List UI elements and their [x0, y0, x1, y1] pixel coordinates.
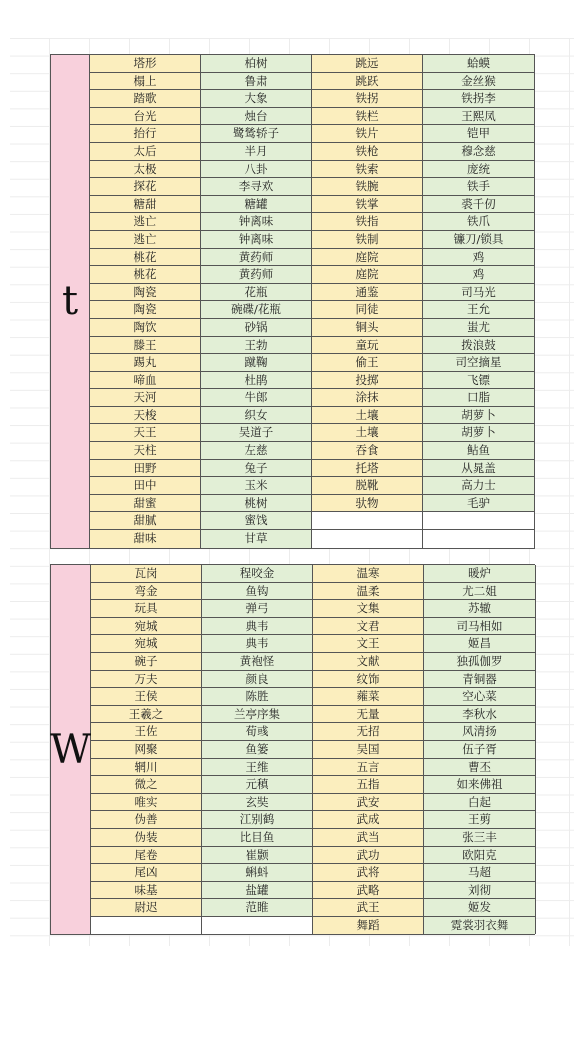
table-cell[interactable]: 瓦岗 [91, 565, 202, 583]
table-row [90, 73, 535, 91]
table-cell[interactable]: 高力士 [423, 477, 535, 495]
table-cell[interactable]: 天柱 [90, 442, 201, 460]
table-cell[interactable]: 司马相如 [424, 618, 536, 636]
table-cell[interactable]: 元稹 [202, 776, 313, 794]
section-letter-t: t [51, 55, 90, 548]
table-cell[interactable]: 钟离味 [201, 213, 312, 231]
table-cell[interactable]: 童玩 [312, 337, 423, 355]
table-cell[interactable]: 兰亭序集 [202, 706, 313, 724]
table-cell[interactable]: 王剪 [424, 811, 536, 829]
section-w [50, 564, 535, 935]
table-cell[interactable]: 鲁肃 [201, 73, 312, 91]
table-cell[interactable]: 跳远 [312, 55, 423, 73]
table-row [91, 741, 536, 759]
table-row [91, 706, 536, 724]
table-cell[interactable]: 铁爪 [423, 213, 535, 231]
table-cell[interactable] [202, 917, 313, 935]
section-letter-w: W [51, 565, 91, 934]
table-cell[interactable]: 文献 [313, 653, 424, 671]
table-cell[interactable]: 伪装 [91, 829, 202, 847]
table-row [91, 776, 536, 794]
table-cell[interactable]: 鱼钩 [202, 583, 313, 601]
table-cell[interactable]: 伪善 [91, 811, 202, 829]
table-cell[interactable]: 盐罐 [202, 882, 313, 900]
table-cell[interactable]: 桃树 [201, 495, 312, 513]
table-cell[interactable]: 武安 [313, 794, 424, 812]
table-row [91, 917, 536, 935]
table-cell[interactable]: 苏辙 [424, 600, 536, 618]
table-cell[interactable]: 庭院 [312, 266, 423, 284]
table-cell[interactable]: 铁指 [312, 213, 423, 231]
table-cell[interactable]: 欧阳克 [424, 847, 536, 865]
table-cell[interactable]: 唯实 [91, 794, 202, 812]
table-row [90, 477, 535, 495]
table-row [91, 864, 536, 882]
table-cell[interactable]: 网聚 [91, 741, 202, 759]
table-row [90, 389, 535, 407]
table-cell[interactable]: 牛郎 [201, 389, 312, 407]
word-table-t [90, 55, 535, 548]
table-cell[interactable]: 无量 [313, 706, 424, 724]
table-cell[interactable]: 吴道子 [201, 424, 312, 442]
table-cell[interactable]: 吞食 [312, 442, 423, 460]
table-cell[interactable]: 弯金 [91, 583, 202, 601]
table-cell[interactable]: 天梭 [90, 407, 201, 425]
table-cell[interactable] [423, 512, 535, 530]
table-cell[interactable]: 蚩尤 [423, 319, 535, 337]
table-row [91, 671, 536, 689]
table-row [90, 424, 535, 442]
table-cell[interactable]: 吴国 [313, 741, 424, 759]
table-cell[interactable] [423, 530, 535, 548]
table-cell[interactable]: 铁枪 [312, 143, 423, 161]
table-cell[interactable]: 半月 [201, 143, 312, 161]
table-row [90, 301, 535, 319]
table-cell[interactable]: 弹弓 [202, 600, 313, 618]
table-cell[interactable]: 五指 [313, 776, 424, 794]
table-cell[interactable]: 偷王 [312, 354, 423, 372]
table-cell[interactable]: 甘草 [201, 530, 312, 548]
table-cell[interactable]: 武王 [313, 899, 424, 917]
table-row [90, 266, 535, 284]
table-row [91, 583, 536, 601]
table-cell[interactable]: 典韦 [202, 618, 313, 636]
table-cell[interactable]: 武成 [313, 811, 424, 829]
table-cell[interactable]: 桃花 [90, 249, 201, 267]
table-cell[interactable]: 脱靴 [312, 477, 423, 495]
table-cell[interactable]: 风清扬 [424, 723, 536, 741]
table-cell[interactable]: 玩具 [91, 600, 202, 618]
table-cell[interactable]: 王佐 [91, 723, 202, 741]
table-row [90, 530, 535, 548]
table-cell[interactable]: 钟离味 [201, 231, 312, 249]
table-cell[interactable]: 庭院 [312, 249, 423, 267]
table-cell[interactable]: 田野 [90, 460, 201, 478]
table-row [91, 618, 536, 636]
table-cell[interactable]: 碗子 [91, 653, 202, 671]
table-cell[interactable]: 柏树 [201, 55, 312, 73]
table-cell[interactable]: 逃亡 [90, 231, 201, 249]
table-cell[interactable]: 飞镖 [423, 372, 535, 390]
table-cell[interactable]: 司马光 [423, 284, 535, 302]
table-cell[interactable]: 庞统 [423, 161, 535, 179]
table-cell[interactable]: 典韦 [202, 635, 313, 653]
table-cell[interactable]: 穆念慈 [423, 143, 535, 161]
table-cell[interactable]: 托塔 [312, 460, 423, 478]
table-cell[interactable]: 兔子 [201, 460, 312, 478]
table-cell[interactable]: 五言 [313, 759, 424, 777]
table-cell[interactable]: 王侯 [91, 688, 202, 706]
table-cell[interactable]: 口脂 [423, 389, 535, 407]
table-cell[interactable]: 铁拐李 [423, 90, 535, 108]
table-cell[interactable]: 蝌蚪 [202, 864, 313, 882]
table-cell[interactable]: 跳跃 [312, 73, 423, 91]
table-cell[interactable]: 镰刀/锁具 [423, 231, 535, 249]
table-row [90, 512, 535, 530]
table-cell[interactable]: 司空摘星 [423, 354, 535, 372]
table-cell[interactable]: 黄药师 [201, 249, 312, 267]
table-cell[interactable]: 马超 [424, 864, 536, 882]
table-cell[interactable]: 桃花 [90, 266, 201, 284]
table-row [90, 354, 535, 372]
table-cell[interactable]: 铁栏 [312, 108, 423, 126]
table-cell[interactable]: 驮物 [312, 495, 423, 513]
table-row [91, 794, 536, 812]
table-cell[interactable]: 白起 [424, 794, 536, 812]
table-cell[interactable]: 王允 [423, 301, 535, 319]
table-cell[interactable]: 武功 [313, 847, 424, 865]
table-cell[interactable]: 太后 [90, 143, 201, 161]
table-cell[interactable]: 啼血 [90, 372, 201, 390]
table-cell[interactable]: 大象 [201, 90, 312, 108]
table-cell[interactable]: 王羲之 [91, 706, 202, 724]
table-cell[interactable]: 江别鹤 [202, 811, 313, 829]
table-cell[interactable]: 王维 [202, 759, 313, 777]
table-cell[interactable]: 毛驴 [423, 495, 535, 513]
table-cell[interactable]: 荀彧 [202, 723, 313, 741]
table-row [90, 442, 535, 460]
table-row [90, 249, 535, 267]
table-cell[interactable]: 胡萝卜 [423, 424, 535, 442]
table-row [91, 723, 536, 741]
table-row [91, 600, 536, 618]
table-cell[interactable]: 无招 [313, 723, 424, 741]
table-cell[interactable]: 鹭鸶轿子 [201, 125, 312, 143]
table-row [90, 125, 535, 143]
table-row [91, 565, 536, 583]
table-cell[interactable]: 霓裳羽衣舞 [424, 917, 536, 935]
table-row [90, 143, 535, 161]
table-row [90, 319, 535, 337]
table-cell[interactable]: 踢丸 [90, 354, 201, 372]
table-cell[interactable]: 织女 [201, 407, 312, 425]
table-cell[interactable]: 蕹菜 [313, 688, 424, 706]
table-cell[interactable]: 姬发 [424, 899, 536, 917]
table-cell[interactable]: 铁腕 [312, 178, 423, 196]
table-cell[interactable]: 纹饰 [313, 671, 424, 689]
table-cell[interactable]: 黄袍怪 [202, 653, 313, 671]
table-cell[interactable]: 黄药师 [201, 266, 312, 284]
table-cell[interactable]: 通鉴 [312, 284, 423, 302]
table-row [90, 90, 535, 108]
table-cell[interactable]: 抬行 [90, 125, 201, 143]
table-cell[interactable]: 王熙凤 [423, 108, 535, 126]
table-cell[interactable]: 宛城 [91, 618, 202, 636]
table-cell[interactable]: 如来佛祖 [424, 776, 536, 794]
table-cell[interactable]: 万夫 [91, 671, 202, 689]
table-cell[interactable]: 王勃 [201, 337, 312, 355]
table-cell[interactable]: 武当 [313, 829, 424, 847]
table-cell[interactable] [312, 530, 423, 548]
table-cell[interactable]: 天王 [90, 424, 201, 442]
table-cell[interactable]: 文王 [313, 635, 424, 653]
table-cell[interactable]: 田中 [90, 477, 201, 495]
table-cell[interactable]: 花瓶 [201, 284, 312, 302]
table-cell[interactable]: 宛城 [91, 635, 202, 653]
table-cell[interactable]: 李秋水 [424, 706, 536, 724]
table-cell[interactable]: 陶瓷 [90, 284, 201, 302]
table-cell[interactable] [312, 512, 423, 530]
table-cell[interactable]: 甜腻 [90, 512, 201, 530]
table-cell[interactable]: 太极 [90, 161, 201, 179]
table-cell[interactable]: 颜良 [202, 671, 313, 689]
section-t [50, 54, 535, 549]
table-cell[interactable]: 铁索 [312, 161, 423, 179]
table-cell[interactable]: 玄奘 [202, 794, 313, 812]
table-cell[interactable]: 鲇鱼 [423, 442, 535, 460]
table-cell[interactable]: 八卦 [201, 161, 312, 179]
table-row [90, 460, 535, 478]
table-cell[interactable]: 拨浪鼓 [423, 337, 535, 355]
table-row [91, 635, 536, 653]
table-cell[interactable]: 青铜器 [424, 671, 536, 689]
table-cell[interactable]: 金丝猴 [423, 73, 535, 91]
table-cell[interactable]: 蹴鞠 [201, 354, 312, 372]
table-cell[interactable]: 陶瓷 [90, 301, 201, 319]
table-cell[interactable]: 裘千仞 [423, 196, 535, 214]
table-cell[interactable]: 土壤 [312, 424, 423, 442]
table-cell[interactable]: 榻上 [90, 73, 201, 91]
table-row [90, 108, 535, 126]
table-cell[interactable]: 文君 [313, 618, 424, 636]
table-cell[interactable]: 独孤伽罗 [424, 653, 536, 671]
table-cell[interactable]: 尾凶 [91, 864, 202, 882]
table-cell[interactable]: 台光 [90, 108, 201, 126]
table-cell[interactable]: 铁手 [423, 178, 535, 196]
table-row [90, 55, 535, 73]
table-cell[interactable]: 陶饮 [90, 319, 201, 337]
table-row [90, 161, 535, 179]
table-row [91, 829, 536, 847]
table-cell[interactable]: 土壤 [312, 407, 423, 425]
table-cell[interactable]: 暖炉 [424, 565, 536, 583]
table-cell[interactable]: 崔颢 [202, 847, 313, 865]
table-cell[interactable]: 范睢 [202, 899, 313, 917]
table-cell[interactable]: 尤二姐 [424, 583, 536, 601]
table-cell[interactable]: 鱼篓 [202, 741, 313, 759]
table-cell[interactable]: 铁片 [312, 125, 423, 143]
table-cell[interactable]: 铁掌 [312, 196, 423, 214]
table-cell[interactable]: 左慈 [201, 442, 312, 460]
table-cell[interactable]: 铠甲 [423, 125, 535, 143]
table-cell[interactable]: 武将 [313, 864, 424, 882]
table-cell[interactable]: 踏歌 [90, 90, 201, 108]
table-cell[interactable]: 从晁盖 [423, 460, 535, 478]
table-cell[interactable]: 比目鱼 [202, 829, 313, 847]
table-cell[interactable]: 糖甜 [90, 196, 201, 214]
table-row [90, 372, 535, 390]
table-row [90, 231, 535, 249]
table-row [91, 653, 536, 671]
table-row [90, 337, 535, 355]
table-row [91, 882, 536, 900]
table-cell[interactable]: 伍子胥 [424, 741, 536, 759]
table-row [91, 899, 536, 917]
table-cell[interactable]: 程咬金 [202, 565, 313, 583]
table-cell[interactable]: 姬昌 [424, 635, 536, 653]
table-cell[interactable]: 温寒 [313, 565, 424, 583]
table-cell[interactable]: 陈胜 [202, 688, 313, 706]
table-cell[interactable]: 甜味 [90, 530, 201, 548]
table-cell[interactable]: 尉迟 [91, 899, 202, 917]
table-row [91, 759, 536, 777]
table-cell[interactable]: 蜜饯 [201, 512, 312, 530]
table-cell[interactable]: 武略 [313, 882, 424, 900]
table-cell[interactable]: 文集 [313, 600, 424, 618]
table-row [91, 847, 536, 865]
table-cell[interactable]: 铜头 [312, 319, 423, 337]
table-cell[interactable]: 蛤蟆 [423, 55, 535, 73]
table-cell[interactable]: 投掷 [312, 372, 423, 390]
table-row [90, 196, 535, 214]
table-cell[interactable]: 微之 [91, 776, 202, 794]
table-cell[interactable]: 杜鹃 [201, 372, 312, 390]
table-row [90, 495, 535, 513]
table-row [90, 284, 535, 302]
table-cell[interactable]: 舞蹈 [313, 917, 424, 935]
table-cell[interactable]: 鸡 [423, 249, 535, 267]
table-cell[interactable]: 塔形 [90, 55, 201, 73]
table-cell[interactable]: 糖罐 [201, 196, 312, 214]
table-row [91, 688, 536, 706]
table-cell[interactable]: 碗碟/花瓶 [201, 301, 312, 319]
table-cell[interactable]: 逃亡 [90, 213, 201, 231]
table-cell[interactable]: 鸡 [423, 266, 535, 284]
table-cell[interactable]: 铁拐 [312, 90, 423, 108]
table-cell[interactable]: 刘彻 [424, 882, 536, 900]
table-cell[interactable]: 空心菜 [424, 688, 536, 706]
table-cell[interactable]: 铁制 [312, 231, 423, 249]
table-cell[interactable]: 砂锅 [201, 319, 312, 337]
table-cell[interactable]: 味基 [91, 882, 202, 900]
table-row [91, 811, 536, 829]
table-row [90, 213, 535, 231]
table-cell[interactable]: 李寻欢 [201, 178, 312, 196]
table-row [90, 178, 535, 196]
table-cell[interactable]: 曹丕 [424, 759, 536, 777]
table-cell[interactable]: 尾卷 [91, 847, 202, 865]
table-cell[interactable]: 辋川 [91, 759, 202, 777]
table-cell[interactable]: 胡萝卜 [423, 407, 535, 425]
table-cell[interactable]: 滕王 [90, 337, 201, 355]
table-cell[interactable]: 涂抹 [312, 389, 423, 407]
word-table-w [91, 565, 536, 934]
table-cell[interactable] [91, 917, 202, 935]
table-cell[interactable]: 玉米 [201, 477, 312, 495]
table-cell[interactable]: 探花 [90, 178, 201, 196]
table-cell[interactable]: 张三丰 [424, 829, 536, 847]
table-cell[interactable]: 烛台 [201, 108, 312, 126]
table-cell[interactable]: 温柔 [313, 583, 424, 601]
table-cell[interactable]: 同徒 [312, 301, 423, 319]
table-cell[interactable]: 天河 [90, 389, 201, 407]
table-row [90, 407, 535, 425]
table-cell[interactable]: 甜蜜 [90, 495, 201, 513]
